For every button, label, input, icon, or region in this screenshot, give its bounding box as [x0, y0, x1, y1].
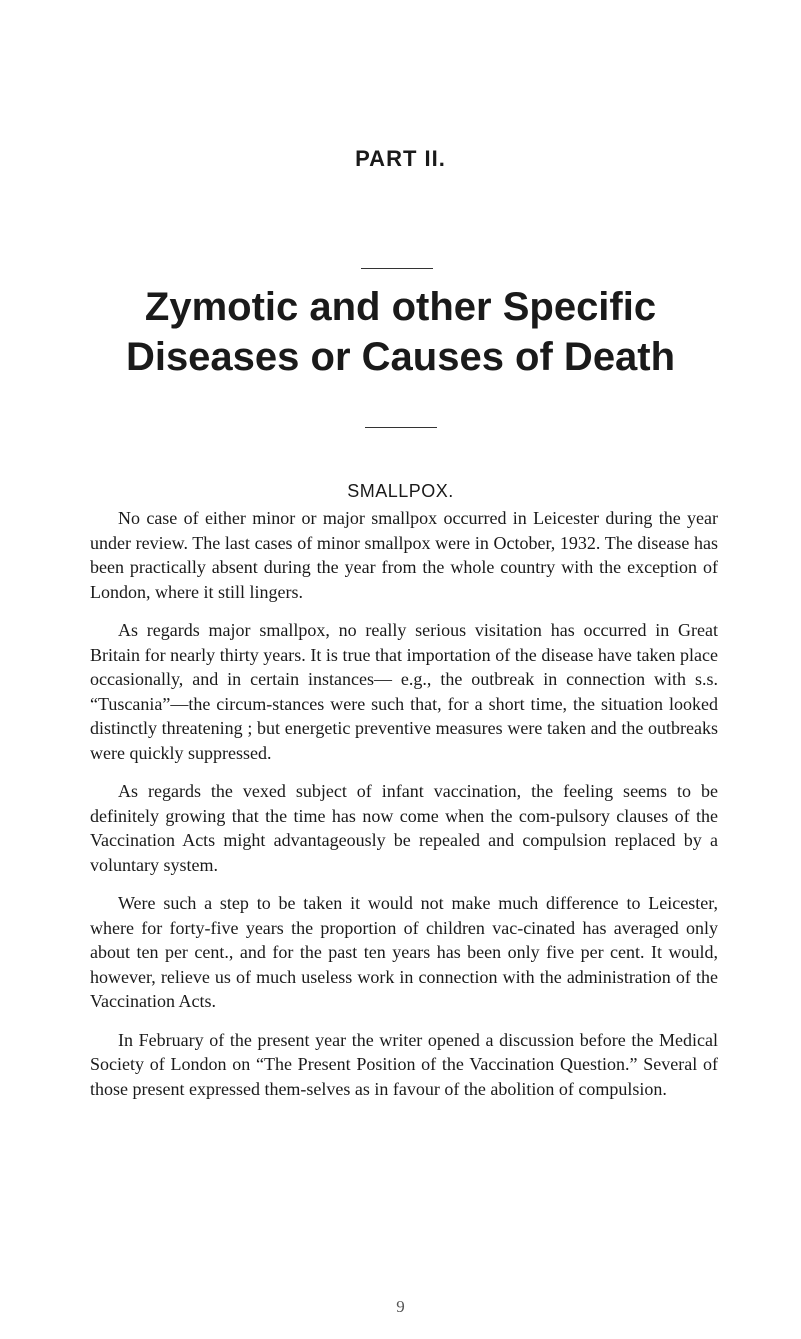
paragraph: As regards major smallpox, no really serious visitation has occurred in Great Britain for nearly thirty years. It is true that importation of the disease have taken place occasionally, and in certain instances— e.g., the outbreak in connection with s.s. “Tuscania”—the circum-stances were such that, for a short time, the situation looked distinctly threatening ; but energetic preventive measures were taken and the outbreaks were quickly suppressed. — [90, 620, 718, 763]
title-line-1: Zymotic and other Specific — [144, 285, 657, 329]
paragraph: In February of the present year the writer opened a discussion before the Medical Society of London on “The Present Position of the Vaccination Question.” Several of those present expressed them-selves as in favour of the abolition of compulsion. — [90, 1029, 718, 1099]
page-number: 9 — [396, 1297, 405, 1316]
part-heading: PART II. — [355, 146, 446, 171]
title-line-2: Diseases or Causes of Death — [125, 335, 676, 379]
section-heading: SMALLPOX. — [347, 481, 454, 501]
page-title — [0, 282, 801, 382]
body-text — [90, 506, 718, 1115]
divider-top — [361, 268, 433, 269]
paragraph: As regards the vexed subject of infant vaccination, the feeling seems to be definitely growing that the time has now come when the com-pulsory clauses of the Vaccination Acts might advantageously be repealed and compulsion replaced by a voluntary system. — [90, 781, 718, 875]
paragraph: Were such a step to be taken it would not make much difference to Leicester, where for forty-five years the proportion of children vac-cinated has averaged only about ten per cent., and for the past ten years has been only five per cent. It would, however, relieve us of much useless work in connection with the administration of the Vaccination Acts. — [90, 893, 718, 1011]
divider-bottom — [365, 427, 437, 428]
paragraph: No case of either minor or major smallpox occurred in Leicester during the year under review. The last cases of minor smallpox were in October, 1932. The disease has been practically absent during the year from the whole country with the exception of London, where it still lingers. — [90, 508, 718, 602]
